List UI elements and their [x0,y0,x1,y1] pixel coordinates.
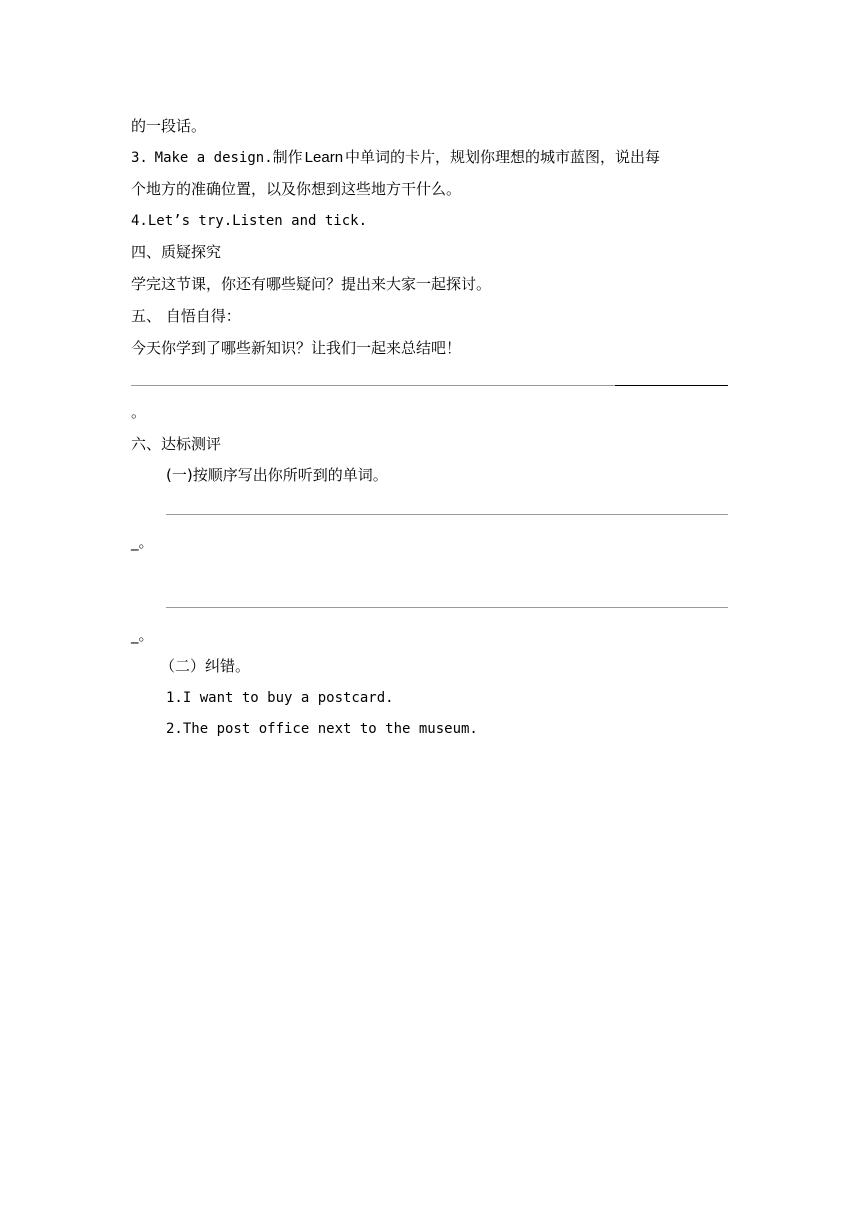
blank-end-1: _。 [131,533,154,551]
sentence-2: 2.The post office next to the museum. [166,721,478,737]
answer-line-3 [166,607,728,608]
part-2-title: （二）纠错。 [160,657,251,675]
period-1: 。 [131,403,147,421]
item-3-chinese-2: 中单词的卡片，规划你理想的城市蓝图，说出每 [345,148,661,166]
item-3-english: Make a design. [154,150,273,166]
section-5-title: 五、 自悟自得： [131,307,241,325]
item-3-continuation: 个地方的准确位置，以及你想到这些地方干什么。 [131,180,462,198]
blank-end-2: _。 [131,626,154,644]
part-1-title: (一)按顺序写出你所听到的单词。 [166,466,388,484]
item-4-line: 4.Let’s try.Listen and tick. [131,213,368,229]
item-3-number: 3. [131,150,148,166]
item-3-line [131,147,660,168]
item-3-learn: Learn [304,149,344,166]
section-4-title: 四、质疑探究 [131,243,222,261]
item-3-chinese-1: 制作 [272,148,303,166]
answer-line-1-end [615,385,728,386]
answer-line-1 [131,385,615,386]
section-6-title: 六、达标测评 [131,435,222,453]
answer-line-2 [166,514,728,515]
section-5-text: 今天你学到了哪些新知识？让我们一起来总结吧！ [131,339,462,357]
section-4-text: 学完这节课，你还有哪些疑问？提出来大家一起探讨。 [131,275,492,293]
text-line-1: 的一段话。 [131,117,207,135]
sentence-1: 1.I want to buy a postcard. [166,690,394,706]
